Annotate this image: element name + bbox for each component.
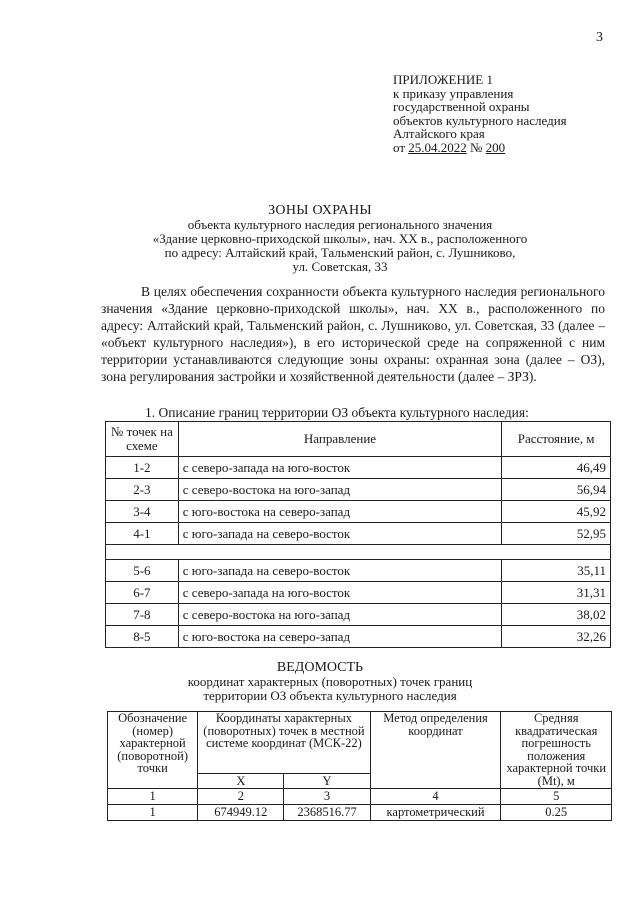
coordinates-table bbox=[107, 711, 612, 821]
cell-distance: 46,49 bbox=[502, 457, 611, 479]
cell-distance: 35,11 bbox=[502, 560, 611, 582]
cell-points: 5-6 bbox=[106, 560, 179, 582]
cell-direction: с северо-запада на юго-восток bbox=[178, 582, 501, 604]
cell-direction: с северо-востока на юго-запад bbox=[178, 479, 501, 501]
column-number: 4 bbox=[370, 789, 501, 805]
cell-error: 0.25 bbox=[501, 805, 612, 821]
subtitle-line: объекта культурного наследия регионального значения bbox=[187, 217, 493, 232]
cell-method: картометрический bbox=[370, 805, 501, 821]
header-error: Средняя квадратическая погрешность положения характерной точки (Mt), м bbox=[501, 712, 612, 789]
cell-distance: 31,31 bbox=[502, 582, 611, 604]
cell-distance: 45,92 bbox=[502, 501, 611, 523]
table-header-row bbox=[108, 712, 612, 774]
subtitle-line: по адресу: Алтайский край, Тальменский район, с. Лушниково, bbox=[164, 245, 516, 260]
statement-title: ВЕДОМОСТЬ bbox=[276, 660, 364, 675]
table-row bbox=[108, 805, 612, 821]
cell-direction: с юго-востока на северо-запад bbox=[178, 626, 501, 648]
column-number: 2 bbox=[198, 789, 284, 805]
column-number: 5 bbox=[501, 789, 612, 805]
header-y: Y bbox=[284, 774, 370, 789]
cell-distance: 52,95 bbox=[502, 523, 611, 545]
table-row bbox=[106, 560, 611, 582]
cell-direction: с юго-востока на северо-запад bbox=[178, 501, 501, 523]
header-designation: Обозначение (номер) характерной (поворотной) точки bbox=[108, 712, 198, 789]
table-row bbox=[106, 582, 611, 604]
statement-subtitle bbox=[40, 675, 620, 702]
cell-direction: с северо-востока на юго-запад bbox=[178, 604, 501, 626]
appendix-date-line bbox=[393, 141, 623, 155]
cell-points: 3-4 bbox=[106, 501, 179, 523]
header-coordinates: Координаты характерных (поворотных) точек в местной системе координат (МСК-22) bbox=[198, 712, 370, 774]
header-method: Метод определения координат bbox=[370, 712, 501, 789]
table-separator-row bbox=[106, 545, 611, 560]
cell-direction: с юго-запада на северо-восток bbox=[178, 560, 501, 582]
body-paragraph bbox=[101, 283, 605, 385]
table-row bbox=[106, 523, 611, 545]
section-heading: 1. Описание границ территории ОЗ объекта культурного наследия: bbox=[145, 405, 529, 420]
header-x: X bbox=[198, 774, 284, 789]
statement-line: координат характерных (поворотных) точек границ bbox=[187, 674, 473, 689]
cell-points: 6-7 bbox=[106, 582, 179, 604]
number-prefix: № bbox=[470, 139, 483, 155]
appendix-block bbox=[393, 73, 623, 154]
cell-points: 2-3 bbox=[106, 479, 179, 501]
cell-points: 7-8 bbox=[106, 604, 179, 626]
column-number: 1 bbox=[108, 789, 198, 805]
cell-distance: 38,02 bbox=[502, 604, 611, 626]
numbering-row bbox=[108, 789, 612, 805]
subtitle-line: «Здание церковно-приходской школы», нач. XX в., расположенного bbox=[152, 231, 528, 246]
body-text: В целях обеспечения сохранности объекта культурного наследия регионального значения «Здание церковно-приходской школы», нач. XX в., расположенного по адресу: Алтайский край, Тальменский район, с. Лушниково, ул. Советская, 33 (далее – «объект культурного наследия»), в его исторической среде на сопряженной с ним территории устанавливаются следующие зоны охраны: охранная зона (далее – ОЗ), зона регулирования застройки и хозяйственной деятельности (далее – ЗРЗ). bbox=[101, 284, 605, 384]
appendix-title: ПРИЛОЖЕНИЕ 1 bbox=[393, 72, 493, 87]
page-number: 3 bbox=[596, 30, 603, 45]
cell-distance: 32,26 bbox=[502, 626, 611, 648]
table-header-row bbox=[106, 422, 611, 457]
table-row bbox=[106, 604, 611, 626]
header-distance: Расстояние, м bbox=[502, 422, 611, 457]
cell-direction: с юго-запада на северо-восток bbox=[178, 523, 501, 545]
cell-direction: с северо-запада на юго-восток bbox=[178, 457, 501, 479]
appendix-line: объектов культурного наследия bbox=[393, 112, 567, 128]
empty-cell bbox=[106, 545, 611, 560]
table-row bbox=[106, 501, 611, 523]
table-row bbox=[106, 457, 611, 479]
order-date: 25.04.2022 bbox=[408, 139, 467, 155]
cell-y: 2368516.77 bbox=[284, 805, 370, 821]
cell-point: 1 bbox=[108, 805, 198, 821]
table-row bbox=[106, 479, 611, 501]
cell-points: 1-2 bbox=[106, 457, 179, 479]
order-number: 200 bbox=[485, 139, 506, 155]
cell-x: 674949.12 bbox=[198, 805, 284, 821]
document-subtitle bbox=[60, 218, 620, 274]
date-prefix: от bbox=[393, 139, 406, 155]
boundaries-table bbox=[105, 421, 611, 648]
document-title: ЗОНЫ ОХРАНЫ bbox=[268, 203, 372, 218]
cell-points: 4-1 bbox=[106, 523, 179, 545]
cell-distance: 56,94 bbox=[502, 479, 611, 501]
appendix-line: Алтайского края bbox=[393, 126, 485, 141]
header-direction: Направление bbox=[178, 422, 501, 457]
subtitle-line: ул. Советская, 33 bbox=[292, 259, 388, 274]
statement-line: территории ОЗ объекта культурного наследия bbox=[203, 687, 457, 703]
cell-points: 8-5 bbox=[106, 626, 179, 648]
appendix-line: государственной охраны bbox=[393, 99, 530, 114]
column-number: 3 bbox=[284, 789, 370, 805]
table-row bbox=[106, 626, 611, 648]
header-points: № точек на схеме bbox=[106, 422, 179, 457]
appendix-line: к приказу управления bbox=[393, 85, 514, 101]
